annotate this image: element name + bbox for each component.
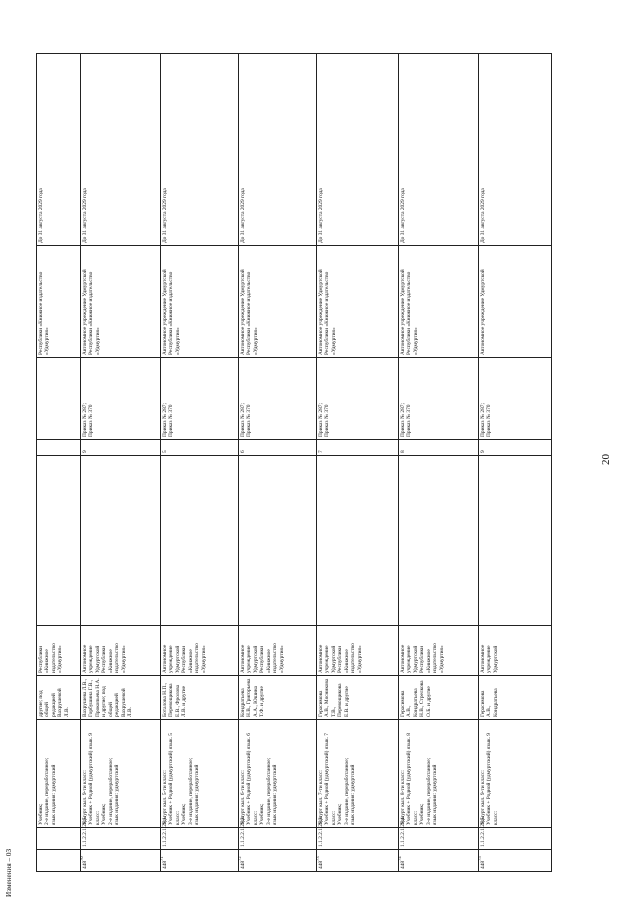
- order-cell: Приказ № 287; Приказ № 370: [239, 358, 317, 440]
- row-number: 448: [400, 860, 406, 869]
- grade-cell: 7: [317, 440, 399, 456]
- table-row: [239, 54, 317, 872]
- title-cell: Учебник; 2-е издание, переработанное; язык издания: удмуртский: [37, 720, 81, 828]
- grade-cell: 6: [239, 440, 317, 456]
- date-cell: До 31 августа 2029 года: [479, 54, 552, 246]
- table-row: [399, 54, 479, 872]
- authors-cell: Герасимова А.В., Кондратьева: [479, 676, 552, 720]
- footer-note: Изменения – 03: [5, 848, 13, 897]
- publisher-cell: Автономное учреждение Удмуртской Республики «Книжное издательство «Удмуртия»: [161, 626, 239, 676]
- publisher-cell: Автономное учреждение Удмуртской Республики «Книжное издательство «Удмуртия»: [239, 626, 317, 676]
- row-number-cell: [161, 850, 239, 872]
- title-cell: Удмурт кыл. 5-ти класс: Учебник + Родной (удмуртский) язык. 5 класс: Учебник; 3-е издание, переработанное; язык издания: удмуртский: [161, 720, 239, 828]
- row-number: 448: [318, 860, 324, 869]
- grade-cell: 9: [81, 440, 161, 456]
- date-cell: До 31 августа 2029 года: [81, 54, 161, 246]
- title-cell: Удмурт кыл. 6-ти класс: Учебник + Родной (удмуртский) язык. 6 класс: Учебник; 3-е издание, переработанное; язык издания: удмуртский: [239, 720, 317, 828]
- code-cell: 1.1.2.2.1.29.5.: [479, 828, 552, 850]
- publisher-cell: Автономное учреждение Удмуртской: [479, 626, 552, 676]
- code-cell: 1.1.2.2.1.29.3.: [317, 828, 399, 850]
- row-number-superscript: 73: [315, 856, 321, 861]
- empty-cell: [81, 456, 161, 626]
- table-row: [317, 54, 399, 872]
- code-cell: 1.1.2.2.1.28.5.: [81, 828, 161, 850]
- row-number: 448: [82, 860, 88, 869]
- empty-cell: [399, 456, 479, 626]
- authors-cell: Вахрушева Л.В., Горбушина Г.В., Прокопьева Н.А. и другие; под общей редакцией Вахрушевой Л.В.: [81, 676, 161, 720]
- code-cell: 1.1.2.2.1.29.1.: [161, 828, 239, 850]
- row-number-cell: [37, 850, 81, 872]
- order-cell: Приказ № 287; Приказ № 370: [81, 358, 161, 440]
- date-cell: До 31 августа 2029 года: [399, 54, 479, 246]
- copyright-cell: Автономное учреждение Удмуртской Республики «Книжное издательство «Удмуртия»: [161, 246, 239, 358]
- row-number-cell: [81, 850, 161, 872]
- textbook-table: [36, 53, 552, 872]
- title-cell: Удмурт кыл. 9-ти класс: Учебник + Родной (удмуртский) язык. 9 класс:: [479, 720, 552, 828]
- table-body: [37, 54, 552, 872]
- copyright-cell: Республики «Книжное издательство «Удмуртия»: [37, 246, 81, 358]
- table-row: [479, 54, 552, 872]
- publisher-cell: Республики «Книжное издательство «Удмуртия»: [37, 626, 81, 676]
- date-cell: До 31 августа 2029 года: [317, 54, 399, 246]
- page-number: 20: [600, 454, 612, 465]
- order-cell: Приказ № 287; Приказ № 370: [161, 358, 239, 440]
- row-number: 448: [162, 860, 168, 869]
- empty-cell: [37, 456, 81, 626]
- row-number-superscript: 70: [79, 856, 85, 861]
- row-number-cell: [239, 850, 317, 872]
- order-cell: Приказ № 287; Приказ № 370: [317, 358, 399, 440]
- copyright-cell: Автономное учреждение Удмуртской Республики «Книжное издательство «Удмуртия»: [317, 246, 399, 358]
- row-number: 448: [480, 860, 486, 869]
- code-cell: [37, 828, 81, 850]
- row-number-cell: [317, 850, 399, 872]
- grade-cell: 8: [399, 440, 479, 456]
- copyright-cell: Автономное учреждение Удмуртской Республики «Книжное издательство «Удмуртия»: [81, 246, 161, 358]
- publisher-cell: Автономное учреждение Удмуртской Республики «Книжное издательство «Удмуртия»: [317, 626, 399, 676]
- row-number-cell: [399, 850, 479, 872]
- grade-cell: 5: [161, 440, 239, 456]
- table-row: [81, 54, 161, 872]
- date-cell: До 31 августа 2029 года: [239, 54, 317, 246]
- order-cell: [37, 358, 81, 440]
- empty-cell: [239, 456, 317, 626]
- row-number-cell: [479, 850, 552, 872]
- date-cell: До 31 августа 2029 года: [161, 54, 239, 246]
- title-cell: Удмурт кыл. 7-ти класс: Учебник + Родной (удмуртский) язык. 7 класс: Учебник; 3-е издание, переработанное; язык издания: удмуртский: [317, 720, 399, 828]
- empty-cell: [161, 456, 239, 626]
- authors-cell: другие; под общей редакцией Вахрушевой Л.В.: [37, 676, 81, 720]
- order-cell: Приказ № 287; Приказ № 370: [399, 358, 479, 440]
- grade-cell: 9: [479, 440, 552, 456]
- grade-cell: [37, 440, 81, 456]
- copyright-cell: Автономное учреждение Удмуртской Республики «Книжное издательство «Удмуртия»: [399, 246, 479, 358]
- authors-cell: Герасимова А.В., Кондратьева Н.В., Стрелкова О.Б. и другие: [399, 676, 479, 720]
- code-cell: 1.1.2.2.1.29.4.: [399, 828, 479, 850]
- empty-cell: [317, 456, 399, 626]
- table-row: [37, 54, 81, 872]
- row-number-superscript: 71: [159, 856, 165, 861]
- copyright-cell: Автономное учреждение Удмуртской: [479, 246, 552, 358]
- title-cell: Удмурт кыл. 9-ти класс: Учебник + Родной (удмуртский) язык. 9 класс: Учебник; 2-е издание, переработанное; язык издания: удмуртский: [81, 720, 161, 828]
- empty-cell: [479, 456, 552, 626]
- publisher-cell: Автономное учреждение Удмуртской Республики «Книжное издательство «Удмуртия»: [399, 626, 479, 676]
- row-number-superscript: 74: [397, 856, 403, 861]
- order-cell: Приказ № 287; Приказ № 370: [479, 358, 552, 440]
- row-number-superscript: 72: [237, 856, 243, 861]
- authors-cell: Кондратьева Н.В., Григорьева А.А., Юшина Т.Ф. и другие: [239, 676, 317, 720]
- authors-cell: Боталова Н.П., Перевощикова Е.В., Фролова Л.В. и другие: [161, 676, 239, 720]
- table-row: [161, 54, 239, 872]
- publisher-cell: Автономное учреждение Удмуртской Республики «Книжное издательство «Удмуртия»: [81, 626, 161, 676]
- copyright-cell: Автономное учреждение Удмуртской Республики «Книжное издательство «Удмуртия»: [239, 246, 317, 358]
- row-number: 448: [240, 860, 246, 869]
- title-cell: Удмурт кыл. 8-ти класс: Учебник + Родной (удмуртский) язык. 8 класс: Учебник; 3-е издание, переработанное; язык издания: удмуртский: [399, 720, 479, 828]
- code-cell: 1.1.2.2.1.29.2.: [239, 828, 317, 850]
- row-number-superscript: 75: [477, 856, 483, 861]
- authors-cell: Герасимова А.В., Мясникова Т.В., Перевощикова Е.В. и другие: [317, 676, 399, 720]
- date-cell: До 31 августа 2029 года: [37, 54, 81, 246]
